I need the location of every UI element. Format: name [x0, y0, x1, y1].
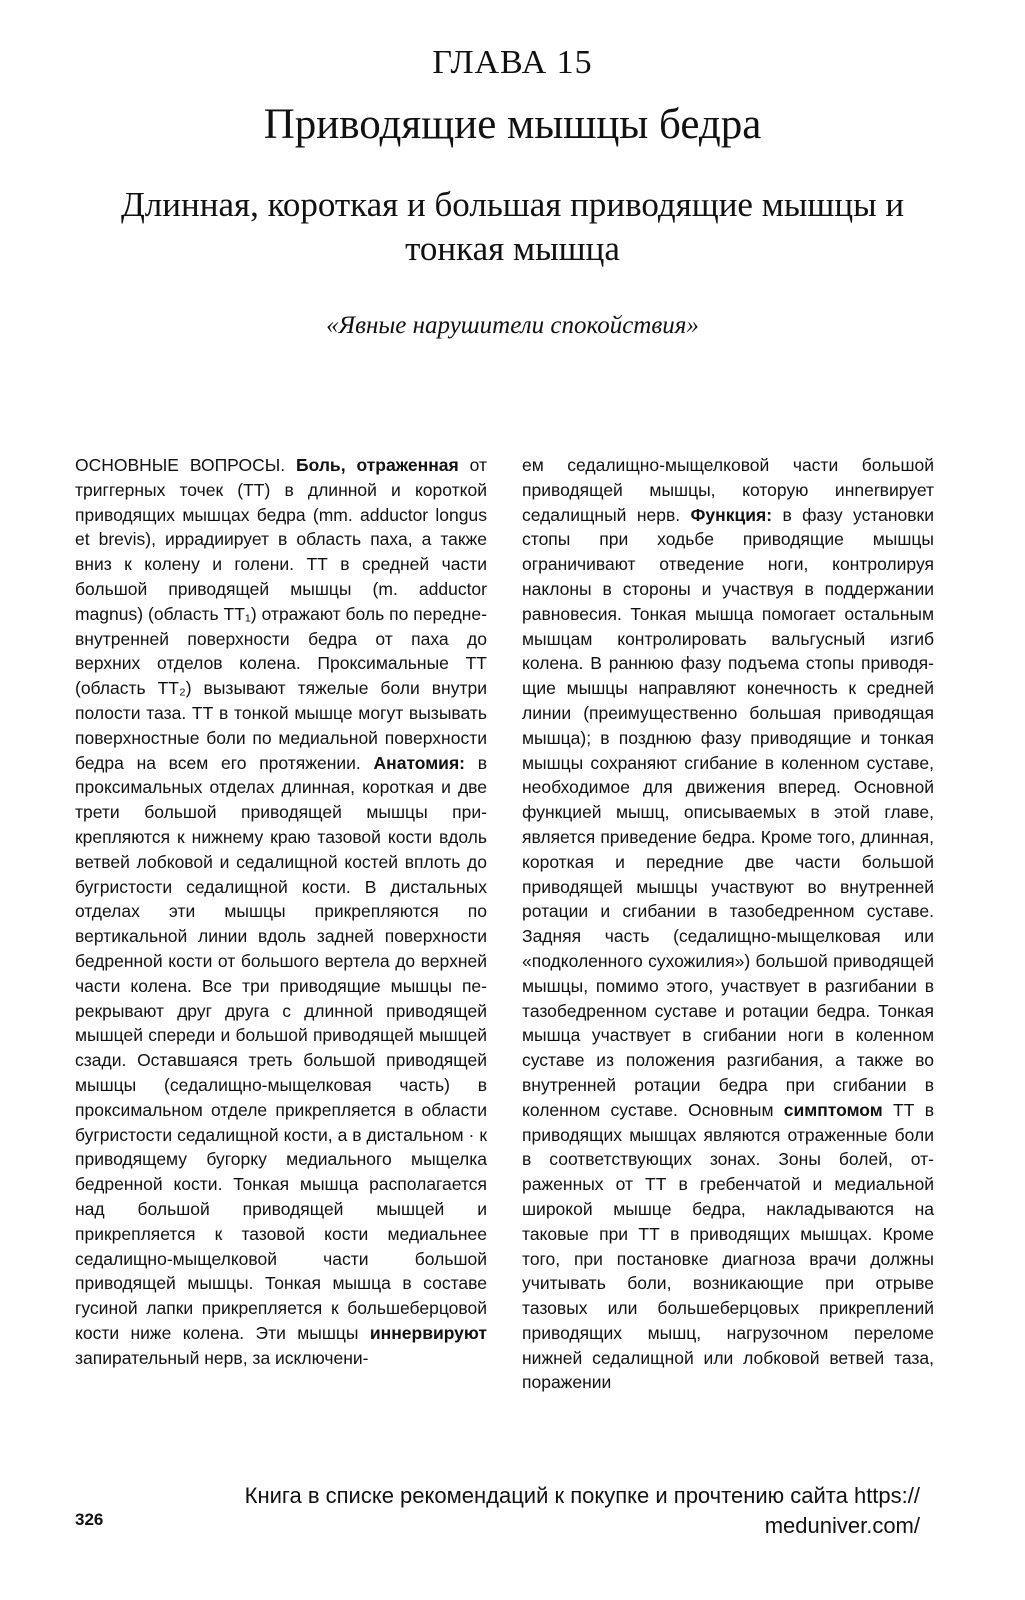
text-run-bold: симптомом — [783, 1099, 883, 1120]
chapter-title: Приводящие мышцы бедра — [263, 101, 762, 148]
body-paragraph-left — [75, 453, 487, 1370]
watermark-line: Книга в списке рекомендаций к покупке и прочтению сайта https:// — [244, 1483, 920, 1508]
text-run-bold: иннервируют — [369, 1322, 487, 1343]
text-run: ОСНОВНЫЕ ВОПРОСЫ. — [75, 455, 296, 475]
text-run: запирательный нерв, за исключени- — [75, 1347, 369, 1368]
text-run: в проксимальных отделах длинная, короткая и две трети большой приводящей мышцы прикрепляются к нижнему краю тазовой кости вдоль ветвей лобковой и седалищной костей вплоть до бугристости седалищной кости. В дистальных отделах эти мышцы прикрепляются по вертикальной линии вдоль задней поверхности бедренной кости от большого вертела до верхней части колена. Все три приводящие мышцы перекрывают друг друга с длинной приводящей мышцей спереди и большой приводящей мышцей сзади. Оставшаяся треть большой приводящей мышцы (седалищно-мыщелковая часть) в проксимальном отделе прикрепляется в области бугристости седалищной кости, а в дистальном · к приводящему бугорку медиального мыщелка бедренной кости. Тонкая мышца располагается над большой приводящей мышцей и прикрепляется к тазовой кости медиальнее седалищно-мыщелковой части большой приводящей мышцы. Тонкая мышца в составе гусиной лапки прикрепляется к большеберцовой кости ниже колена. Эти мышцы — [75, 752, 488, 1343]
page-number: 326 — [75, 1510, 104, 1529]
chapter-subtitle: Длинная, короткая и большая приводящие мышцы и тонкая мышца — [120, 185, 905, 268]
body-paragraph-right — [522, 453, 934, 1395]
text-run-bold: Боль, отраженная — [295, 455, 459, 475]
watermark-line: meduniver.com/ — [764, 1513, 920, 1538]
body-column-right — [522, 453, 934, 1395]
epigraph: «Явные нарушители спокойствия» — [326, 312, 699, 339]
watermark — [160, 1481, 920, 1541]
text-run-bold: Функция: — [690, 504, 773, 525]
text-run: ТТ в приводящих мышцах являются отраженные боли в соответствующих зонах. Зоны болей, отраженных от ТТ в гребенчатой и медиальной широкой мышце бедра, накладываются на таковые при ТТ в приводящих мышцах. Кроме того, при постановке диагноза врачи должны учитывать боли, возникающие при отрыве тазовых или большеберцовых прикреплений приводящих мышц, нагрузочном переломе нижней седалищной или лобковой ветвей таза, поражении — [522, 1099, 935, 1393]
text-run: ем седалищно-мыщелковой части большой приводящей мышцы, которую инnerвирует седалищный нерв. — [522, 455, 934, 525]
text-run: в фазу установки стопы при ходьбе приводящие мышцы ограничивают отведение ноги, контролируя наклоны в стороны и участвуя в поддержании равновесия. Тонкая мышца помогает остальным мышцам контролировать вальгусный изгиб колена. В раннюю фазу подъема стопы приводящие мышцы направляют конечность к средней линии (преимущественно большая приводящая мышца); в позднюю фазу приводящие и тонкая мышцы сохраняют сгибание в коленном суставе, необходимое для движения вперед. Основной функцией мышц, описываемых в этой главе, является приведение бедра. Кроме того, длинная, короткая и передние две части большой приводящей мышцы участвуют во внутренней ротации и сгибании в тазобедренном суставе. Задняя часть (седалищно-мыщелковая или «подколенного сухожилия») большой приводящей мышцы, помимо этого, участвует в разгибании в тазобедренном суставе и ротации бедра. Тонкая мышца участвует в сгибании ноги в коленном суставе из положения разгибания, а также во внутренней ротации бедра при сгибании в коленном суставе. Основным — [522, 504, 934, 1120]
chapter-label: ГЛАВА 15 — [432, 44, 593, 81]
body-column-left — [75, 453, 487, 1370]
text-run-bold: Анатомия: — [373, 752, 465, 773]
text-run: от триггерных точек (ТТ) в длинной и короткой приводящих мышцах бедра (mm. adductor longus et brevis), иррадиирует в область паха, а также вниз к колену и голени. ТТ в средней части большой приводящей мышцы (m. adductor magnus) (область ТТ₁) отражают боль по передне-внутренней поверхности бедра от паха до верхних отделов колена. Проксимальные ТТ (область ТТ₂) вызывают тяжелые боли внутри полости таза. ТТ в тонкой мышце могут вызывать поверхностные боли по медиальной поверхности бедра на всем его протяжении. — [75, 455, 487, 773]
